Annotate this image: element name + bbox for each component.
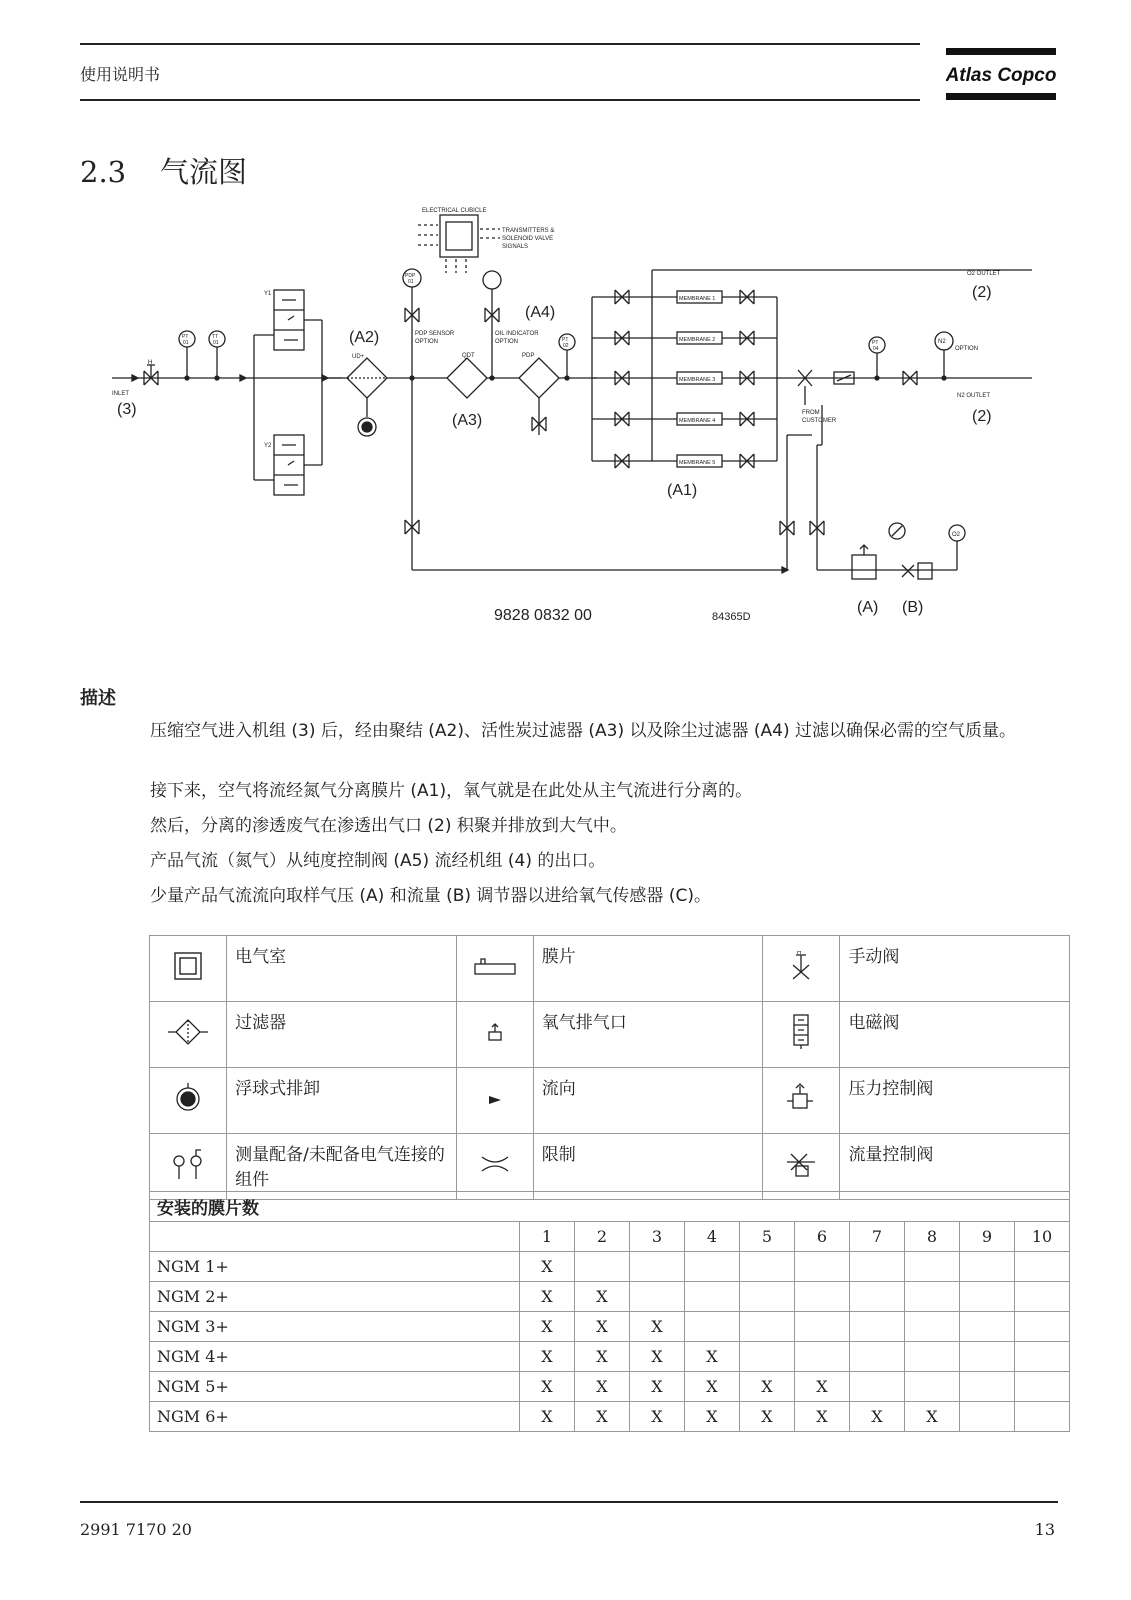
label-2-top: (2) [972,284,992,301]
filter-icon [150,1002,227,1068]
solenoid-valve-icon [763,1002,840,1068]
membrane-cell [685,1282,740,1312]
filter-a4 [519,358,559,398]
page-number: 13 [1034,1520,1055,1539]
model-cell: NGM 2+ [150,1282,520,1312]
model-header-cell [150,1222,520,1252]
membrane-cell [850,1312,905,1342]
svg-text:SOLENOID VALVE: SOLENOID VALVE [502,236,554,242]
column-header: 9 [960,1222,1015,1252]
float-drain-icon [150,1068,227,1134]
membrane-cell: X [630,1342,685,1372]
svg-text:PDP: PDP [405,273,416,279]
restriction-icon [456,1134,533,1200]
label-b: (B) [902,599,924,616]
column-header: 6 [795,1222,850,1252]
svg-text:PT: PT [872,340,879,346]
table-row [150,1282,1070,1312]
table-row [150,1342,1070,1372]
legend-label: 电磁阀 [840,1002,1070,1068]
legend-label: 压力控制阀 [840,1068,1070,1134]
electrical-cubicle-icon [150,936,227,1002]
svg-text:SIGNALS: SIGNALS [502,244,529,250]
membrane-cell [740,1342,795,1372]
membrane-cell: X [520,1312,575,1342]
membrane-cell [1015,1282,1070,1312]
svg-text:QDT: QDT [462,353,475,359]
document-number: 2991 7170 20 [80,1520,192,1539]
svg-text:PDP: PDP [522,353,535,359]
filter-a3 [447,358,487,398]
footer-rule [80,1501,1058,1503]
svg-text:MEMBRANE 1: MEMBRANE 1 [679,296,716,302]
membrane-cell: X [905,1402,960,1432]
membrane-cell: X [685,1342,740,1372]
membrane-cell [795,1342,850,1372]
model-cell: NGM 5+ [150,1372,520,1402]
pressure-control-valve-icon [763,1068,840,1134]
svg-text:O2: O2 [952,532,961,538]
svg-text:Y2: Y2 [264,443,272,449]
oxygen-vent-icon [456,1002,533,1068]
svg-text:PT: PT [182,334,189,340]
membrane-cell: X [740,1372,795,1402]
svg-text:MEMBRANE 3: MEMBRANE 3 [679,377,716,383]
column-header: 10 [1015,1222,1070,1252]
drawing-number: 9828 0832 00 [494,607,592,624]
svg-text:UD+: UD+ [352,354,365,360]
membrane-cell [685,1252,740,1282]
legend-label: 过滤器 [227,1002,456,1068]
label-a: (A) [857,599,879,616]
svg-text:H: H [148,360,153,366]
membrane-cell: X [575,1372,630,1402]
membrane-cell [960,1372,1015,1402]
svg-text:01: 01 [213,340,219,346]
description-paragraph-1: 压缩空气进入机组 (3) 后，经由聚结 (A2)、活性炭过滤器 (A3) 以及除尘过滤器 (A4) 过滤以确保必需的空气质量。 [150,721,1017,741]
column-header: 1 [520,1222,575,1252]
svg-text:TT: TT [212,334,219,340]
membrane-cell [960,1282,1015,1312]
section-number: 2.3 [80,155,127,189]
legend-row [150,936,1070,1002]
membrane-cell [905,1312,960,1342]
membrane-cell [685,1312,740,1342]
membrane-cell [905,1282,960,1312]
membrane-cell [850,1282,905,1312]
membrane-cell [905,1252,960,1282]
manual-label: 使用说明书 [80,65,161,84]
membrane-table-header-row [150,1222,1070,1252]
membrane-cell [960,1342,1015,1372]
membrane-cell [1015,1402,1070,1432]
membrane-table-title-row [150,1192,1070,1222]
electrical-cubicle-label: ELECTRICAL CUBICLE [422,208,487,214]
section-title [80,150,247,191]
membrane-icon [456,936,533,1002]
flow-direction-icon [456,1068,533,1134]
membrane-cell: X [630,1312,685,1342]
svg-text:PDP SENSOR: PDP SENSOR [415,331,455,337]
svg-text:H: H [797,951,802,956]
membrane-cell [795,1282,850,1312]
membrane-count-table [149,1191,1070,1432]
membrane-cell [1015,1372,1070,1402]
table-row [150,1312,1070,1342]
description-paragraph-5: 少量产品气流流向取样气压 (A) 和流量 (B) 调节器以进给氧气传感器 (C)。 [150,886,711,906]
membrane-cell: X [520,1252,575,1282]
symbol-legend-table [149,935,1070,1200]
membrane-cell: X [575,1312,630,1342]
flow-control-valve-icon [763,1134,840,1200]
svg-text:INLET: INLET [112,391,130,397]
membrane-row-4 [592,412,777,426]
svg-text:02: 02 [563,343,569,349]
membrane-cell [1015,1252,1070,1282]
flow-control-valve [902,565,914,577]
membrane-cell [850,1342,905,1372]
membrane-row-1 [592,290,777,304]
svg-text:OIL INDICATOR: OIL INDICATOR [495,331,539,337]
membrane-cell: X [685,1402,740,1432]
svg-text:TRANSMITTERS &: TRANSMITTERS & [502,228,555,234]
membrane-cell: X [575,1402,630,1432]
description-paragraph-2: 接下来，空气将流经氮气分离膜片 (A1)，氧气就是在此处从主气流进行分离的。 [150,781,753,801]
svg-text:FROM: FROM [802,410,820,416]
atlas-copco-logo [946,48,1056,100]
legend-label: 流量控制阀 [840,1134,1070,1200]
svg-text:OPTION: OPTION [495,339,519,345]
svg-text:CUSTOMER: CUSTOMER [802,418,837,424]
svg-text:MEMBRANE 5: MEMBRANE 5 [679,460,716,466]
membrane-cell [960,1402,1015,1432]
label-2-bottom: (2) [972,408,992,425]
svg-text:MEMBRANE 4: MEMBRANE 4 [679,418,716,424]
membrane-cell [630,1282,685,1312]
membrane-cell [850,1252,905,1282]
label-a1: (A1) [667,482,698,499]
membrane-cell [960,1252,1015,1282]
label-3: (3) [117,401,137,418]
membrane-cell: X [630,1402,685,1432]
column-header: 5 [740,1222,795,1252]
pressure-control-valve [852,555,876,579]
legend-label: 电气室 [227,936,456,1002]
membrane-cell: X [795,1372,850,1402]
membrane-cell: X [575,1342,630,1372]
legend-row [150,1002,1070,1068]
legend-label: 限制 [533,1134,762,1200]
legend-label: 测量配备/未配备电气连接的组件 [227,1134,456,1200]
membrane-cell [905,1372,960,1402]
membrane-table-body [150,1252,1070,1432]
membrane-cell [630,1252,685,1282]
svg-text:N2: N2 [938,339,946,345]
legend-label: 浮球式排卸 [227,1068,456,1134]
membrane-cell [575,1252,630,1282]
membrane-cell [850,1372,905,1402]
svg-text:01: 01 [408,279,414,285]
description-heading: 描述 [80,688,116,709]
svg-text:O2 OUTLET: O2 OUTLET [967,271,1001,277]
header-rule-top [80,43,920,45]
description-paragraph-4: 产品气流（氮气）从纯度控制阀 (A5) 流经机组 (4) 的出口。 [150,851,606,871]
legend-label: 手动阀 [840,936,1070,1002]
table-row [150,1402,1070,1432]
model-cell: NGM 1+ [150,1252,520,1282]
membrane-cell: X [630,1372,685,1402]
svg-text:04: 04 [873,346,879,352]
label-a3: (A3) [452,412,483,429]
legend-label: 流向 [533,1068,762,1134]
svg-text:Y1: Y1 [264,291,272,297]
membrane-cell [795,1252,850,1282]
column-header: 7 [850,1222,905,1252]
column-header: 4 [685,1222,740,1252]
membrane-cell [795,1312,850,1342]
legend-row [150,1068,1070,1134]
legend-label: 氧气排气口 [533,1002,762,1068]
model-cell: NGM 6+ [150,1402,520,1432]
membrane-cell [1015,1312,1070,1342]
column-header: 3 [630,1222,685,1252]
table-row [150,1252,1070,1282]
drawing-ref: 84365D [712,611,751,623]
svg-text:OPTION: OPTION [415,339,439,345]
model-cell: NGM 4+ [150,1342,520,1372]
membrane-cell: X [795,1402,850,1432]
label-a4: (A4) [525,304,556,321]
model-cell: NGM 3+ [150,1312,520,1342]
membrane-cell [1015,1342,1070,1372]
table-row [150,1372,1070,1402]
membrane-cell: X [685,1372,740,1402]
membrane-cell [905,1342,960,1372]
column-header: 8 [905,1222,960,1252]
membrane-cell: X [520,1402,575,1432]
membrane-row-5 [592,454,777,468]
legend-label: 膜片 [533,936,762,1002]
manual-valve-icon [763,936,840,1002]
legend-row [150,1134,1070,1200]
membrane-cell: X [520,1282,575,1312]
membrane-row-2 [592,331,777,345]
membrane-row-3 [592,371,777,385]
label-a2: (A2) [349,329,380,346]
membrane-cell: X [850,1402,905,1432]
membrane-cell: X [520,1372,575,1402]
svg-text:Atlas Copco: Atlas Copco [946,65,1056,86]
description-paragraph-3: 然后，分离的渗透废气在渗透出气口 (2) 积聚并排放到大气中。 [150,816,627,836]
measurement-component-icon [150,1134,227,1200]
membrane-cell: X [740,1402,795,1432]
membrane-cell [740,1282,795,1312]
svg-text:OPTION: OPTION [955,346,979,352]
header-rule-bottom [80,99,920,101]
membrane-cell: X [575,1282,630,1312]
svg-text:01: 01 [183,340,189,346]
membrane-cell [740,1312,795,1342]
membrane-cell [740,1252,795,1282]
membrane-cell [960,1312,1015,1342]
svg-text:N2 OUTLET: N2 OUTLET [957,393,991,399]
airflow-diagram [112,205,1032,645]
column-header: 2 [575,1222,630,1252]
svg-text:PT: PT [562,337,569,343]
membrane-table-title: 安装的膜片数 [150,1192,1070,1222]
svg-text:MEMBRANE 2: MEMBRANE 2 [679,337,716,343]
section-heading: 气流图 [160,155,248,189]
membrane-cell: X [520,1342,575,1372]
